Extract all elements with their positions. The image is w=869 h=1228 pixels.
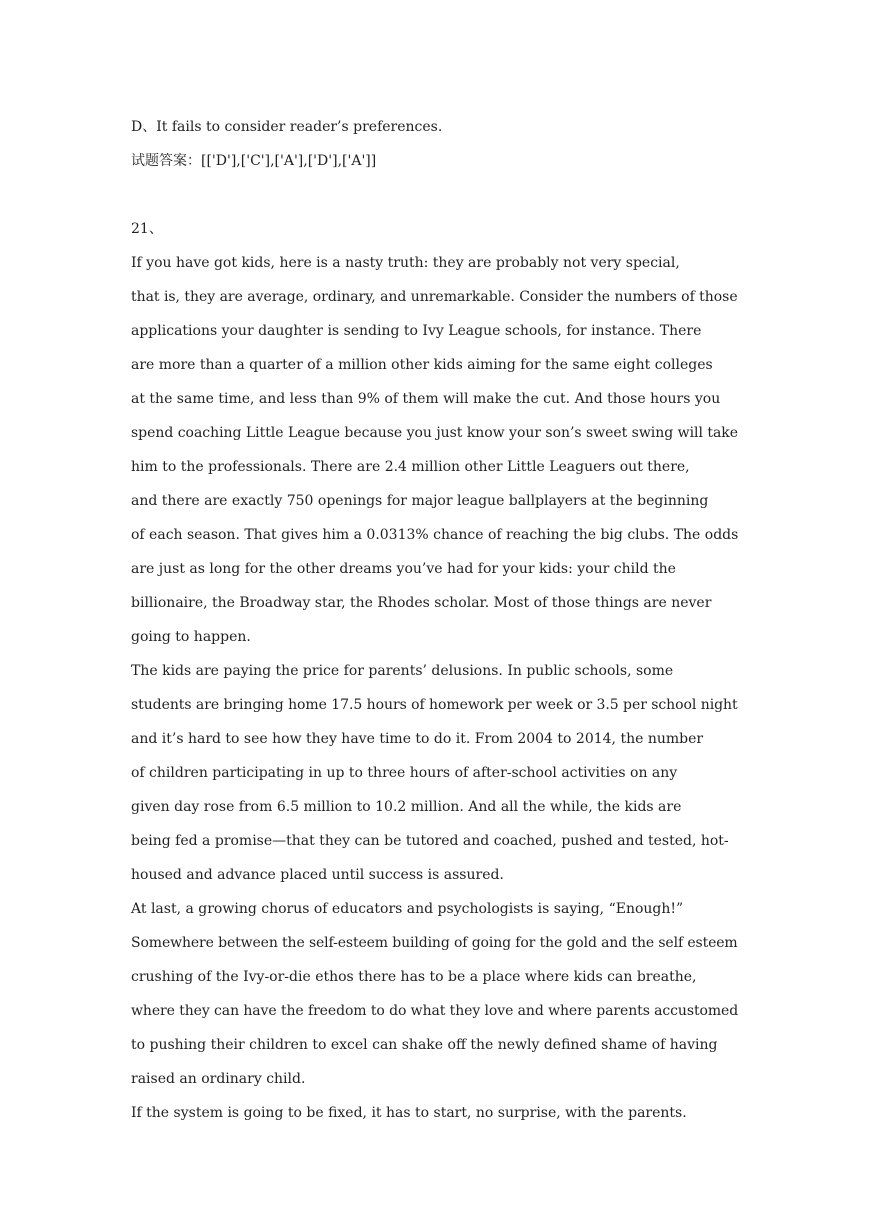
text-line: at the same time, and less than 9% of them will make the cut. And those hours you (131, 391, 721, 407)
answer-line (131, 144, 738, 178)
paragraph-1 (131, 246, 738, 654)
text-line: raised an ordinary child. (131, 1071, 306, 1087)
text-line: spend coaching Little League because you just know your son’s sweet swing will take (131, 425, 738, 441)
question-number: 21、 (131, 221, 163, 237)
paragraph-2 (131, 654, 738, 892)
text-line: to pushing their children to excel can shake off the newly defined shame of having (131, 1037, 718, 1053)
spacer (131, 178, 738, 212)
text-line: where they can have the freedom to do what they love and where parents accustomed (131, 1003, 739, 1019)
text-line: going to happen. (131, 629, 251, 645)
text-line: of each season. That gives him a 0.0313% chance of reaching the big clubs. The odds (131, 527, 739, 543)
text-line: and it’s hard to see how they have time to do it. From 2004 to 2014, the number (131, 731, 704, 747)
text-line: If you have got kids, here is a nasty truth: they are probably not very special, (131, 255, 680, 271)
answer-value: [['D'],['C'],['A'],['D'],['A']] (201, 153, 377, 169)
text-line: billionaire, the Broadway star, the Rhodes scholar. Most of those things are never (131, 595, 712, 611)
text-line: housed and advance placed until success is assured. (131, 867, 504, 883)
text-line: are more than a quarter of a million other kids aiming for the same eight colleges (131, 357, 713, 373)
paragraph-3 (131, 892, 738, 1096)
text-line: crushing of the Ivy-or-die ethos there has to be a place where kids can breathe, (131, 969, 697, 985)
text-line: him to the professionals. There are 2.4 million other Little Leaguers out there, (131, 459, 690, 475)
paragraph-4 (131, 1096, 738, 1130)
text-line: The kids are paying the price for parents’ delusions. In public schools, some (131, 663, 674, 679)
text-line: applications your daughter is sending to Ivy League schools, for instance. There (131, 323, 702, 339)
text-line: and there are exactly 750 openings for major league ballplayers at the beginning (131, 493, 709, 509)
text-line: that is, they are average, ordinary, and unremarkable. Consider the numbers of those (131, 289, 738, 305)
text-line: At last, a growing chorus of educators and psychologists is saying, “Enough!” (131, 901, 684, 917)
text-line: Somewhere between the self-esteem building of going for the gold and the self esteem (131, 935, 738, 951)
text-line: given day rose from 6.5 million to 10.2 million. And all the while, the kids are (131, 799, 682, 815)
text-line: being fed a promise—that they can be tutored and coached, pushed and tested, hot- (131, 833, 729, 849)
text-line: If the system is going to be fixed, it has to start, no surprise, with the parents. (131, 1105, 687, 1121)
text-line: students are bringing home 17.5 hours of homework per week or 3.5 per school night (131, 697, 738, 713)
answer-label: 试题答案： (131, 153, 201, 169)
text-line: of children participating in up to three hours of after-school activities on any (131, 765, 678, 781)
document-page (131, 110, 738, 1130)
text-line: are just as long for the other dreams you’ve had for your kids: your child the (131, 561, 676, 577)
option-d-text: D、It fails to consider reader’s preferences. (131, 119, 443, 135)
